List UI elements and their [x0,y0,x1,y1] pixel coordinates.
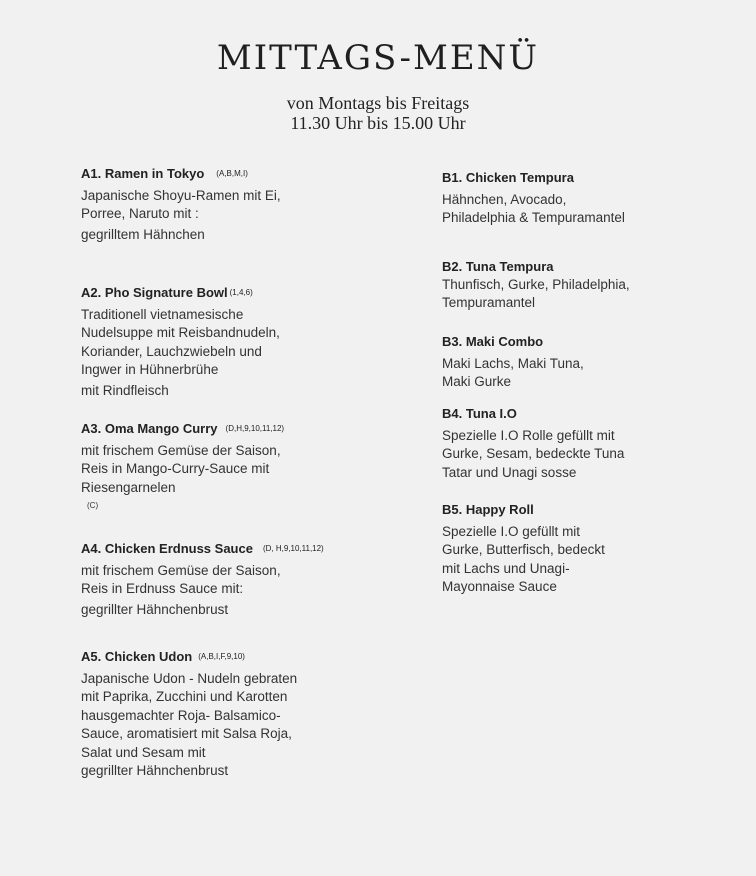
item-name: A2. Pho Signature Bowl $^{(1,4,6)}$ [81,285,253,300]
menu-item-b5 [442,502,605,597]
item-name: A5. Chicken Udon $^{(A,B,I,F,9,10)}$ [81,649,245,664]
allergen-codes: (D, H,9,10,11,12) [262,544,324,553]
menu-item-a1 [81,166,281,244]
menu-item-b3 [442,334,584,392]
item-description: Hähnchen, Avocado, Philadelphia & Tempuramantel [442,192,625,226]
item-name: B2. Tuna Tempura [442,259,554,274]
item-description: Spezielle I.O Rolle gefüllt mit Gurke, Sesam, bedeckte Tuna Tatar und Unagi sosse [442,428,625,480]
item-description: Thunfisch, Gurke, Philadelphia, Tempuramantel [442,277,630,311]
menu-hours: 11.30 Uhr bis 15.00 Uhr [290,113,466,133]
menu-item-a5 [81,649,297,780]
item-name: B4. Tuna I.O [442,406,517,421]
item-description: mit frischem Gemüse der Saison, Reis in Mango-Curry-Sauce mit Riesengarnelen $^{(C)}$ [81,443,281,511]
menu-item-b2 [442,259,630,313]
menu-item-a4 [81,541,324,619]
menu-item-b1 [442,170,625,228]
item-name: B3. Maki Combo [442,334,544,349]
menu-title: MITTAGS-MENÜ [216,38,540,78]
item-description: Japanische Udon - Nudeln gebraten mit Paprika, Zucchini und Karotten hausgemachter Roja- Balsamico- Sauce, aromatisiert mit Salsa Roja, Salat und Sesam mit gegrillter Hähnchenbrust [81,671,298,779]
menu-item-a2 [81,285,280,400]
allergen-codes: (C) [87,501,99,511]
item-name: A3. Oma Mango Curry $^{(D,H,9,10,11,12)}$ [81,421,285,436]
allergen-codes: (D,H,9,10,11,12) [225,424,285,433]
item-name: B5. Happy Roll [442,502,534,517]
item-description: Spezielle I.O gefüllt mit Gurke, Butterfisch, bedeckt mit Lachs und Unagi- Mayonnaise Sauce [442,524,605,595]
allergen-codes: (A,B,I,F,9,10) [198,652,245,661]
item-name: A4. Chicken Erdnuss Sauce $^{(D, H,9,10,11,12)}$ [81,541,324,556]
item-description: Japanische Shoyu-Ramen mit Ei, Porree, Naruto mit : gegrilltem Hähnchen [81,188,281,242]
allergen-codes: (1,4,6) [229,288,253,297]
item-name: B1. Chicken Tempura [442,170,574,185]
menu-item-b4 [442,406,624,482]
item-name: A1. Ramen in Tokyo $^{(A,B,M,I)}$ [81,166,248,181]
item-description: mit frischem Gemüse der Saison, Reis in Erdnuss Sauce mit: gegrillter Hähnchenbrust [81,563,281,617]
allergen-codes: (A,B,M,I) [216,169,248,178]
menu-item-a3 [81,421,284,516]
item-description: Traditionell vietnamesische Nudelsuppe mit Reisbandnudeln, Koriander, Lauchzwiebeln und Ingwer in Hühnerbrühe mit Rindfleisch [81,307,280,398]
item-description: Maki Lachs, Maki Tuna, Maki Gurke [442,356,584,390]
menu-days: von Montags bis Freitags [286,93,470,113]
